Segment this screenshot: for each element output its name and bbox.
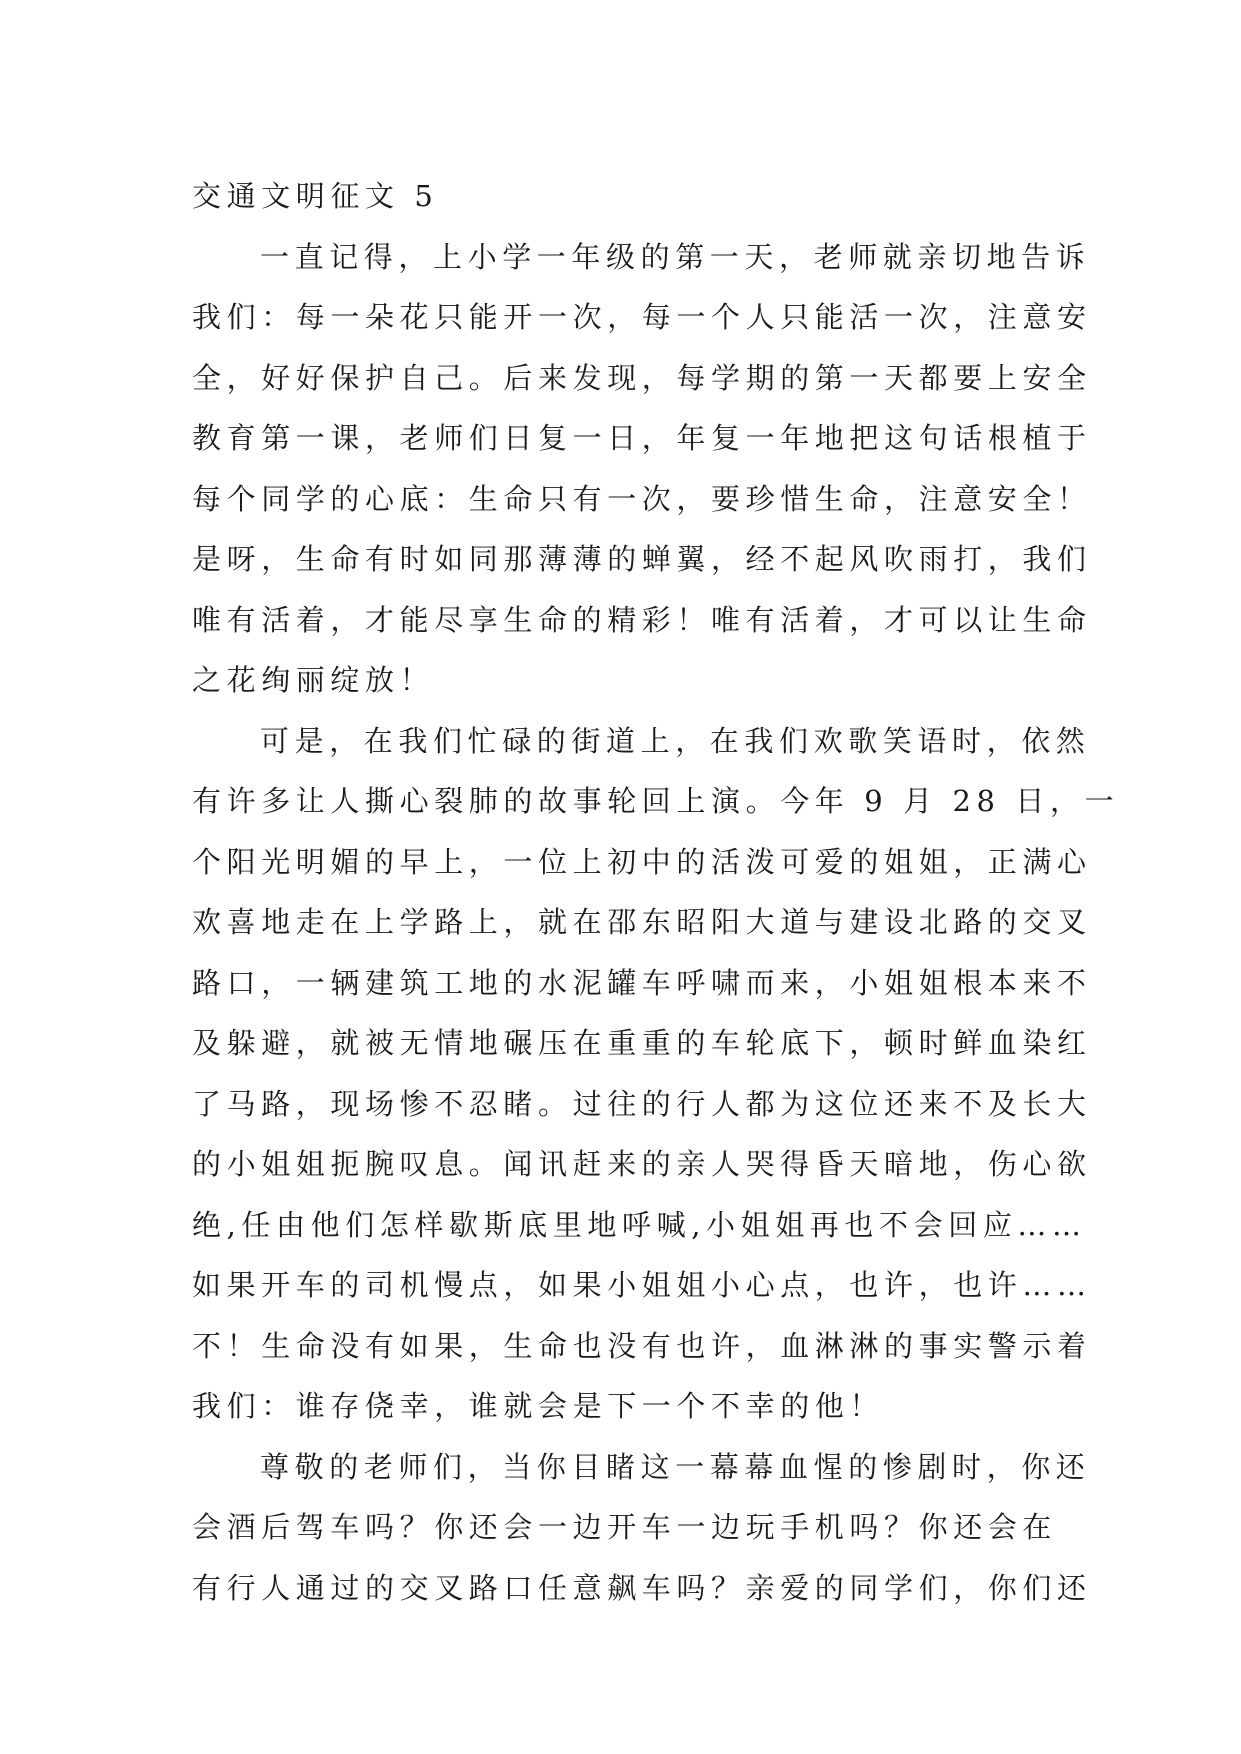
paragraph-line: 如果开车的司机慢点，如果小姐姐小心点，也许，也许…… <box>192 1268 1092 1302</box>
paragraph-line: 会酒后驾车吗？你还会一边开车一边玩手机吗？你还会在 <box>192 1510 1058 1544</box>
paragraph-line: 可是，在我们忙碌的街道上，在我们欢歌笑语时，依然 <box>260 723 1091 758</box>
document-title: 交通文明征文 5 <box>192 179 439 213</box>
paragraph-line: 一直记得，上小学一年级的第一天，老师就亲切地告诉 <box>260 239 1091 274</box>
paragraph-line: 的小姐姐扼腕叹息。闻讯赶来的亲人哭得昏天暗地，伤心欲 <box>192 1147 1092 1181</box>
paragraph-line: 唯有活着，才能尽享生命的精彩！唯有活着，才可以让生命 <box>192 602 1092 637</box>
paragraph-1 <box>192 227 1092 711</box>
paragraph-line: 尊敬的老师们，当你目睹这一幕幕血惺的惨剧时，你还 <box>260 1449 1091 1484</box>
paragraph-line: 了马路，现场惨不忍睹。过往的行人都为这位还来不及长大 <box>192 1086 1092 1121</box>
paragraph-line: 全，好好保护自己。后来发现，每学期的第一天都要上安全 <box>192 360 1092 395</box>
paragraph-3 <box>192 1437 1092 1619</box>
paragraph-line: 是呀，生命有时如同那薄薄的蝉翼，经不起风吹雨打，我们 <box>192 542 1092 576</box>
paragraph-line: 路口，一辆建筑工地的水泥罐车呼啸而来，小姐姐根本来不 <box>192 965 1092 1000</box>
paragraph-line: 个阳光明媚的早上，一位上初中的活泼可爱的姐姐，正满心 <box>192 844 1092 879</box>
paragraph-line: 及躲避，就被无情地碾压在重重的车轮底下，顿时鲜血染红 <box>192 1026 1092 1060</box>
paragraph-line: 绝,任由他们怎样歇斯底里地呼喊,小姐姐再也不会回应…… <box>192 1207 1087 1242</box>
paragraph-line: 我们：每一朵花只能开一次，每一个人只能活一次，注意安 <box>192 300 1092 334</box>
paragraph-line: 教育第一课，老师们日复一日，年复一年地把这句话根植于 <box>192 421 1092 455</box>
paragraph-line: 有许多让人撕心裂肺的故事轮回上演。今年 9 月 28 日，一 <box>192 784 1120 818</box>
document-body <box>192 166 1120 1618</box>
paragraph-line: 不！生命没有如果，生命也没有也许，血淋淋的事实警示着 <box>192 1328 1092 1363</box>
paragraph-line: 我们：谁存侥幸，谁就会是下一个不幸的他！ <box>192 1389 885 1423</box>
paragraph-line: 欢喜地走在上学路上，就在邵东昭阳大道与建设北路的交叉 <box>192 905 1092 939</box>
paragraph-line: 之花绚丽绽放！ <box>192 663 435 697</box>
paragraph-2 <box>192 711 1120 1437</box>
paragraph-line: 每个同学的心底：生命只有一次，要珍惜生命，注意安全！ <box>192 481 1092 516</box>
paragraph-line: 有行人通过的交叉路口任意飙车吗？亲爱的同学们，你们还 <box>192 1570 1092 1605</box>
